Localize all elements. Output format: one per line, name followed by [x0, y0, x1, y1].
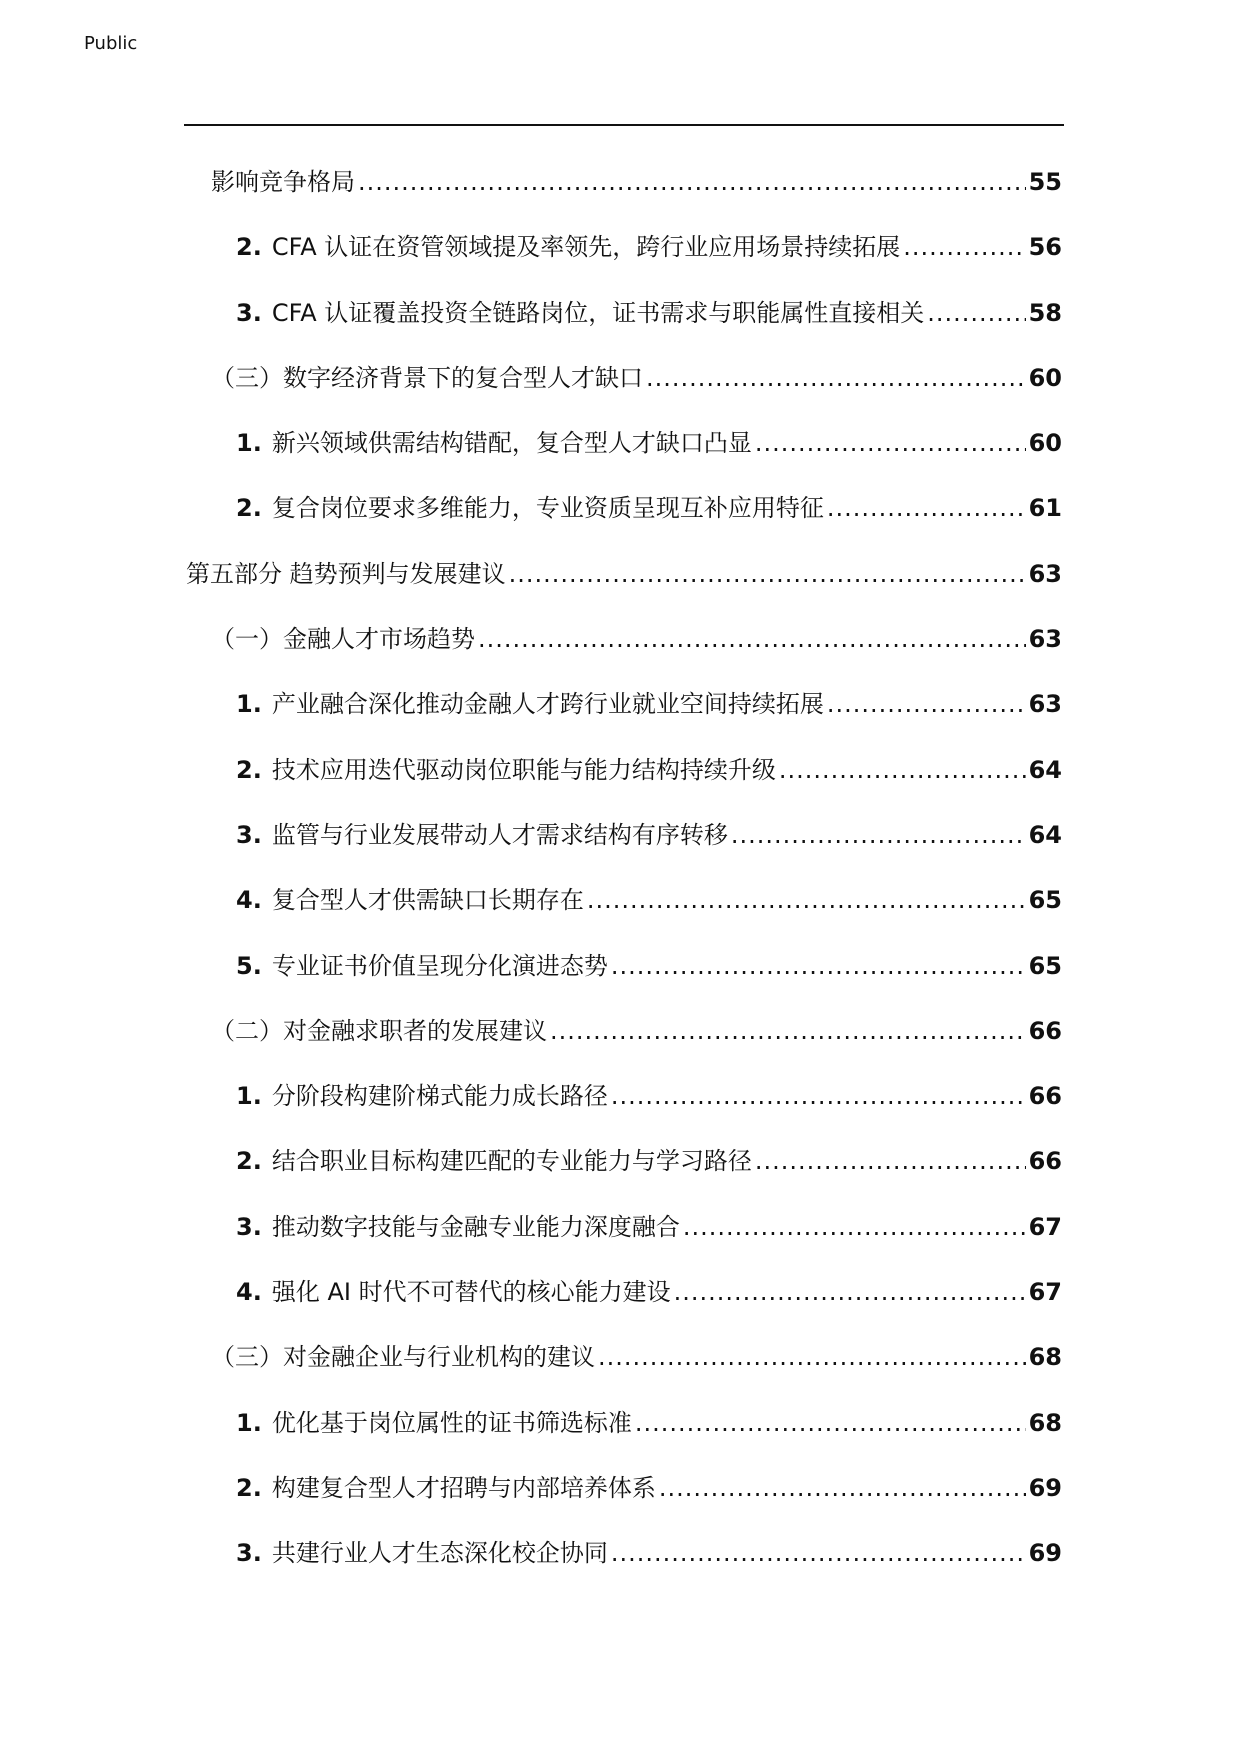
toc-entry-title: 优化基于岗位属性的证书筛选标准 — [271, 1408, 632, 1437]
toc-entry-page: 67 — [1028, 1212, 1062, 1241]
toc-entry[interactable] — [186, 1139, 1062, 1204]
toc-entry-title: 推动数字技能与金融专业能力深度融合 — [271, 1212, 680, 1241]
toc-entry-page: 55 — [1028, 168, 1062, 196]
toc-entry-page: 66 — [1028, 1016, 1062, 1045]
toc-entry-number: 1. — [236, 1408, 262, 1437]
toc-entry-title: （三）对金融企业与行业机构的建议 — [211, 1343, 595, 1372]
classification-label: Public — [84, 33, 138, 54]
toc-entry-number: 3. — [236, 1539, 262, 1568]
toc-entry-title: 共建行业人才生态深化校企协同 — [271, 1539, 608, 1568]
toc-entry-title: 新兴领域供需结构错配，复合型人才缺口凸显 — [271, 429, 752, 458]
toc-leader-dots — [587, 878, 1026, 922]
toc-entry-number: 2. — [236, 1473, 262, 1502]
toc-entry-title: 监管与行业发展带动人才需求结构有序转移 — [271, 820, 728, 849]
toc-entry-number: 2. — [236, 755, 262, 784]
toc-entry[interactable] — [186, 1009, 1062, 1074]
toc-entry-page: 61 — [1028, 494, 1062, 523]
toc-entry-title: 复合岗位要求多维能力，专业资质呈现互补应用特征 — [271, 494, 824, 523]
toc-entry-page: 68 — [1028, 1408, 1062, 1437]
toc-entry-number: 2. — [236, 233, 262, 262]
toc-entry[interactable] — [186, 291, 1062, 356]
toc-leader-dots — [358, 160, 1026, 204]
toc-leader-dots — [731, 813, 1026, 857]
toc-entry[interactable] — [186, 878, 1062, 943]
toc-entry[interactable] — [186, 617, 1062, 682]
toc-entry[interactable] — [186, 1531, 1062, 1596]
toc-leader-dots — [755, 1139, 1026, 1183]
toc-entry-number: 1. — [236, 429, 262, 458]
toc-entry-title: 分阶段构建阶梯式能力成长路径 — [271, 1082, 608, 1111]
toc-leader-dots — [550, 1009, 1026, 1053]
table-of-contents — [186, 160, 1062, 1597]
toc-entry-number: 1. — [236, 1082, 262, 1111]
toc-entry-page: 65 — [1028, 886, 1062, 915]
toc-entry-page: 58 — [1028, 298, 1062, 327]
toc-entry-title: 产业融合深化推动金融人才跨行业就业空间持续拓展 — [271, 690, 824, 719]
toc-entry[interactable] — [186, 1270, 1062, 1335]
toc-entry[interactable] — [186, 356, 1062, 421]
toc-entry-page: 66 — [1028, 1082, 1062, 1111]
toc-entry-title: 强化 AI 时代不可替代的核心能力建设 — [271, 1278, 671, 1307]
toc-entry-page: 67 — [1028, 1278, 1062, 1307]
toc-entry-title: （三）数字经济背景下的复合型人才缺口 — [211, 363, 643, 392]
toc-entry-number: 5. — [236, 951, 262, 980]
toc-entry-page: 63 — [1028, 559, 1062, 588]
toc-entry-page: 64 — [1028, 755, 1062, 784]
toc-leader-dots — [478, 617, 1026, 661]
toc-entry-number: 3. — [236, 1212, 262, 1241]
toc-entry-number: 4. — [236, 886, 262, 915]
toc-entry-title: 专业证书价值呈现分化演进态势 — [271, 951, 608, 980]
toc-entry-page: 64 — [1028, 820, 1062, 849]
toc-entry-page: 69 — [1028, 1473, 1062, 1502]
toc-entry[interactable] — [186, 1466, 1062, 1531]
toc-leader-dots — [611, 1074, 1026, 1118]
header-divider — [184, 124, 1064, 126]
toc-entry[interactable] — [186, 1401, 1062, 1466]
toc-leader-dots — [659, 1466, 1026, 1510]
toc-leader-dots — [674, 1270, 1026, 1314]
toc-leader-dots — [683, 1205, 1026, 1249]
toc-entry-page: 60 — [1028, 429, 1062, 458]
toc-leader-dots — [927, 291, 1025, 335]
toc-entry[interactable] — [186, 813, 1062, 878]
toc-entry-title: 第五部分 趋势预判与发展建议 — [186, 559, 506, 588]
toc-entry[interactable] — [186, 1205, 1062, 1270]
toc-entry-page: 69 — [1028, 1539, 1062, 1568]
toc-entry[interactable] — [186, 486, 1062, 551]
toc-entry-page: 68 — [1028, 1343, 1062, 1372]
toc-entry[interactable] — [186, 1335, 1062, 1400]
toc-entry-title: （一）金融人才市场趋势 — [211, 625, 475, 654]
toc-leader-dots — [635, 1401, 1026, 1445]
toc-entry-title: CFA 认证在资管领域提及率领先，跨行业应用场景持续拓展 — [271, 233, 901, 262]
toc-entry-title: CFA 认证覆盖投资全链路岗位，证书需求与职能属性直接相关 — [271, 298, 925, 327]
toc-entry-number: 3. — [236, 298, 262, 327]
toc-entry[interactable] — [186, 421, 1062, 486]
toc-entry-title: （二）对金融求职者的发展建议 — [211, 1016, 547, 1045]
toc-entry-page: 56 — [1028, 233, 1062, 262]
toc-entry-page: 63 — [1028, 690, 1062, 719]
toc-entry[interactable] — [186, 225, 1062, 290]
toc-entry[interactable] — [186, 160, 1062, 225]
toc-entry-page: 65 — [1028, 951, 1062, 980]
toc-leader-dots — [779, 748, 1026, 792]
toc-entry-page: 66 — [1028, 1147, 1062, 1176]
toc-entry-title: 复合型人才供需缺口长期存在 — [271, 886, 584, 915]
toc-leader-dots — [755, 421, 1026, 465]
toc-entry[interactable] — [186, 552, 1062, 617]
toc-entry-title: 结合职业目标构建匹配的专业能力与学习路径 — [271, 1147, 752, 1176]
toc-leader-dots — [611, 1531, 1026, 1575]
toc-entry-title: 技术应用迭代驱动岗位职能与能力结构持续升级 — [271, 755, 776, 784]
toc-entry-page: 63 — [1028, 625, 1062, 654]
toc-leader-dots — [827, 682, 1026, 726]
toc-entry[interactable] — [186, 748, 1062, 813]
toc-entry-number: 3. — [236, 820, 262, 849]
toc-leader-dots — [509, 552, 1026, 596]
toc-leader-dots — [598, 1335, 1026, 1379]
toc-entry-number: 2. — [236, 494, 262, 523]
toc-leader-dots — [611, 944, 1026, 988]
toc-entry-title: 构建复合型人才招聘与内部培养体系 — [271, 1473, 656, 1502]
toc-entry-title: 影响竞争格局 — [211, 168, 355, 196]
toc-entry[interactable] — [186, 1074, 1062, 1139]
toc-entry-number: 4. — [236, 1278, 262, 1307]
toc-entry[interactable] — [186, 944, 1062, 1009]
toc-leader-dots — [646, 356, 1026, 400]
toc-leader-dots — [903, 225, 1025, 269]
toc-entry[interactable] — [186, 682, 1062, 747]
toc-entry-page: 60 — [1028, 363, 1062, 392]
toc-entry-number: 1. — [236, 690, 262, 719]
toc-leader-dots — [827, 486, 1026, 530]
toc-entry-number: 2. — [236, 1147, 262, 1176]
